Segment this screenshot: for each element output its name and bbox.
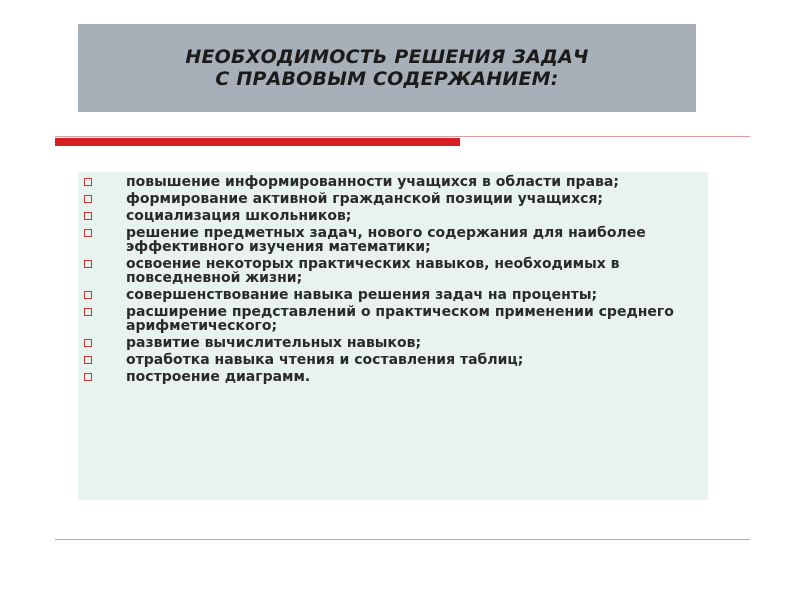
list-item-text: построение диаграмм. [126,369,311,385]
square-bullet-icon [84,339,92,347]
list-item [78,288,708,302]
list-item-text: совершенствование навыка решения задач на проценты; [126,287,598,303]
list-item [78,209,708,223]
list-item [78,336,708,350]
list-item-text: формирование активной гражданской позиции учащихся; [126,191,604,207]
list-item-text: развитие вычислительных навыков; [126,335,422,351]
list-item-text: социализация школьников; [126,208,352,224]
content-box [78,172,708,500]
list-item [78,192,708,206]
square-bullet-icon [84,260,92,268]
list-item [78,353,708,367]
bottom-divider-line [55,539,750,540]
square-bullet-icon [84,229,92,237]
top-divider-line [55,136,750,137]
list-item-text: отработка навыка чтения и составления таблиц; [126,352,524,368]
bullet-list [78,172,708,384]
square-bullet-icon [84,195,92,203]
title-line-2: С ПРАВОВЫМ СОДЕРЖАНИЕМ: [215,68,559,90]
list-item [78,305,708,333]
list-item-text: расширение представлений о практическом применении среднего арифметического; [126,304,674,334]
square-bullet-icon [84,356,92,364]
square-bullet-icon [84,308,92,316]
list-item [78,370,708,384]
red-accent-bar [55,138,460,146]
list-item-text: освоение некоторых практических навыков, необходимых в повседневной жизни; [126,256,620,286]
slide-title [185,46,588,90]
list-item [78,175,708,189]
list-item [78,257,708,285]
list-item [78,226,708,254]
square-bullet-icon [84,373,92,381]
title-line-1: НЕОБХОДИМОСТЬ РЕШЕНИЯ ЗАДАЧ [185,46,589,68]
list-item-text: решение предметных задач, нового содержания для наиболее эффективного изучения математики; [126,225,646,255]
title-box [78,24,696,112]
square-bullet-icon [84,212,92,220]
square-bullet-icon [84,291,92,299]
square-bullet-icon [84,178,92,186]
list-item-text: повышение информированности учащихся в области права; [126,174,619,190]
